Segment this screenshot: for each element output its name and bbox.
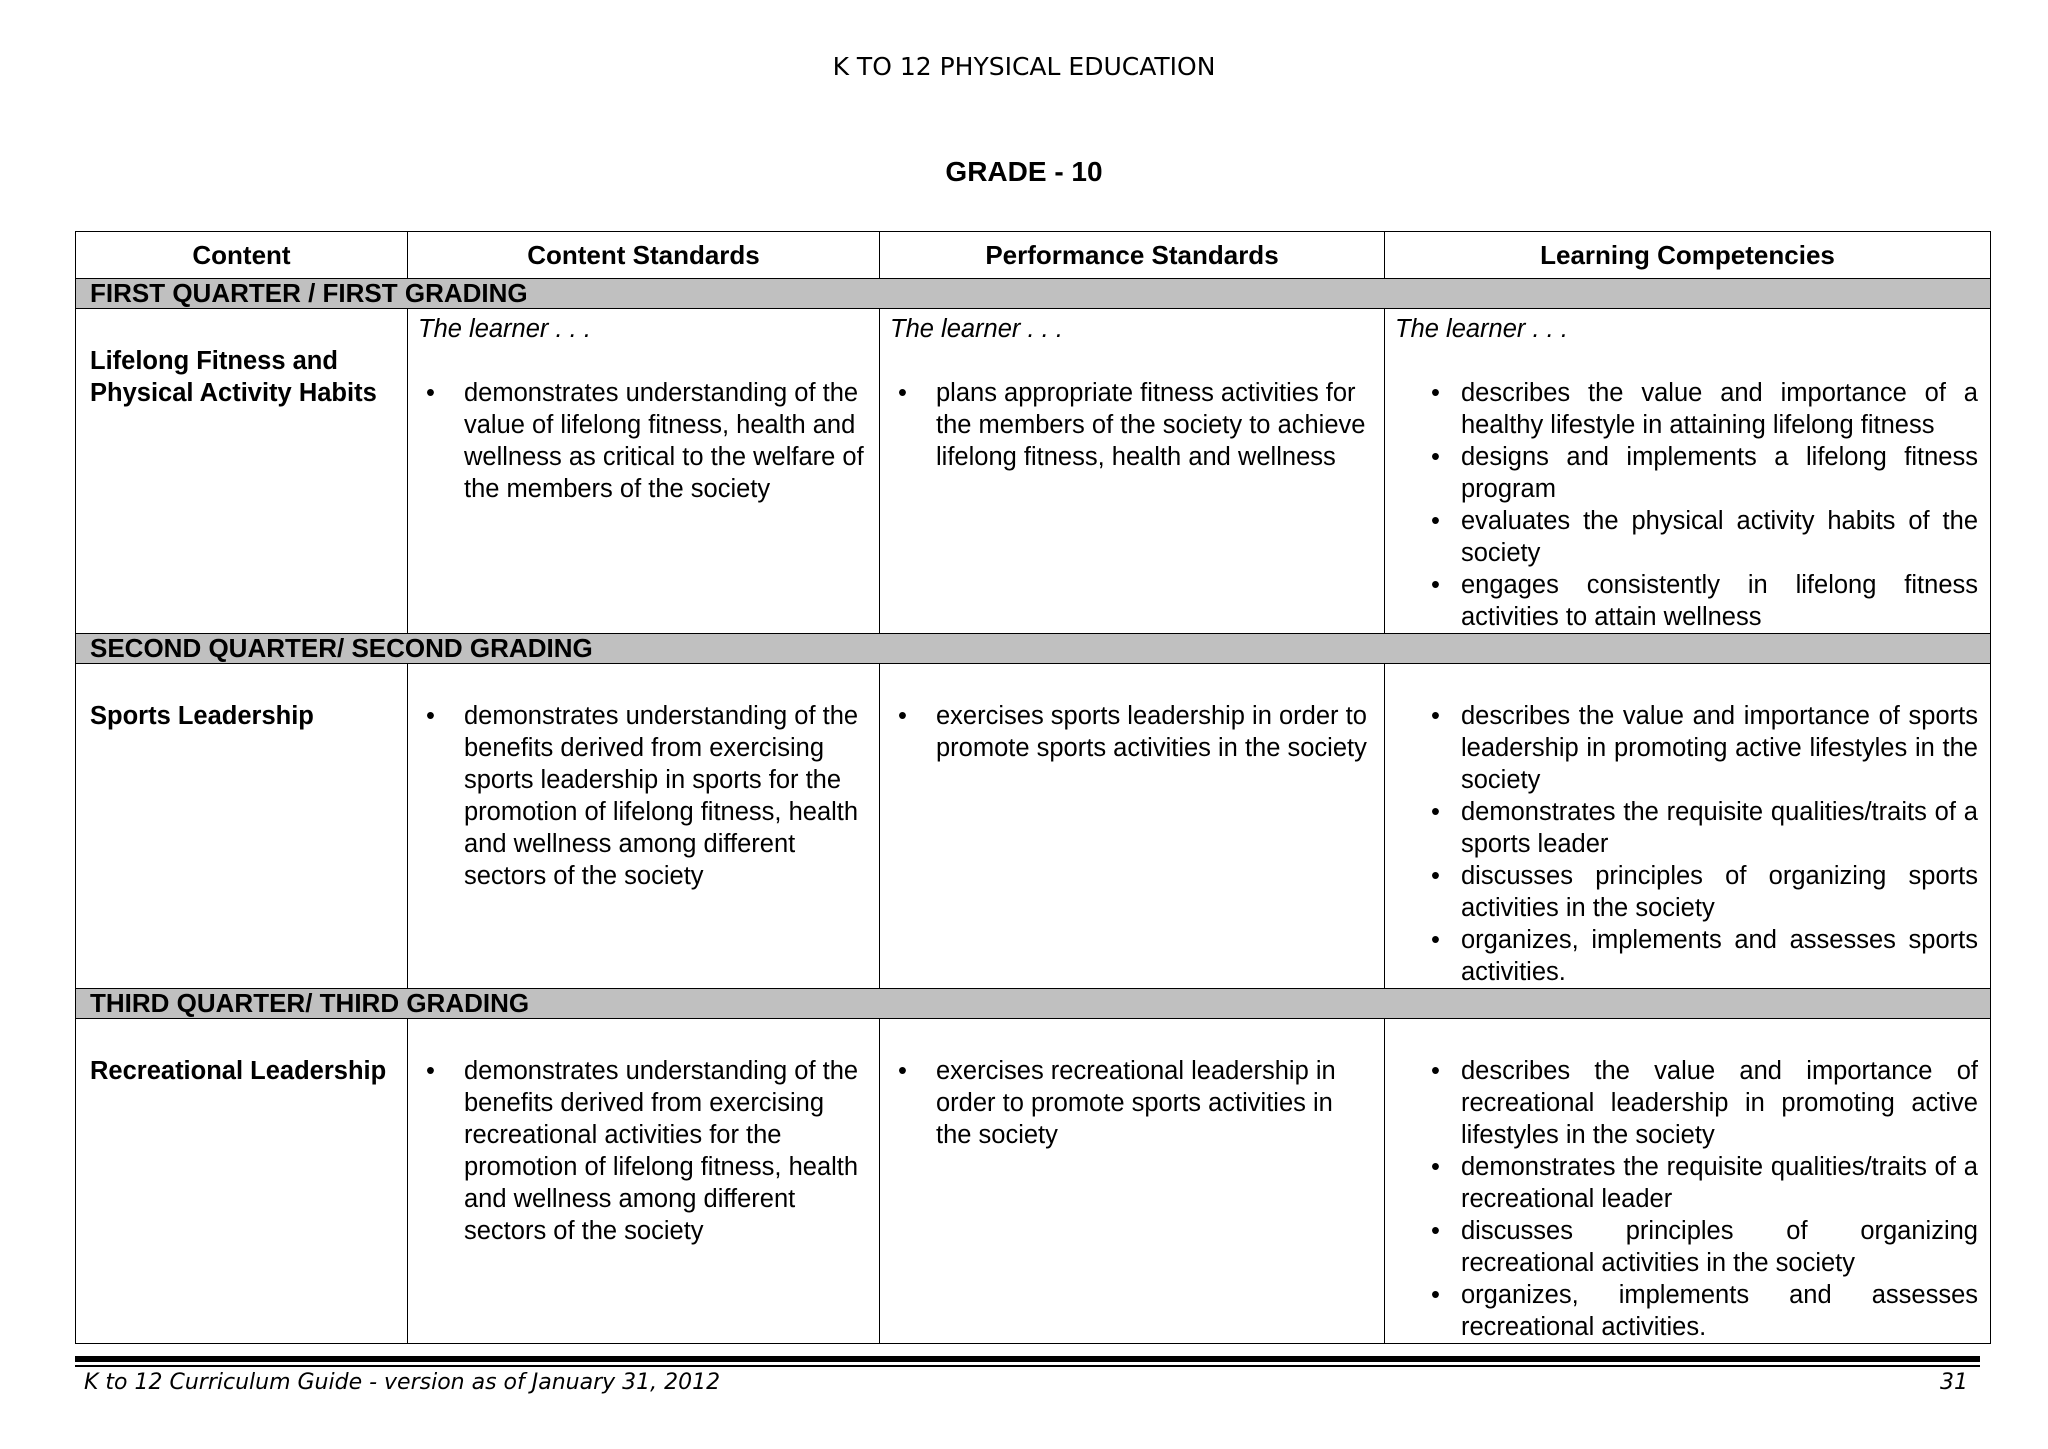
table-row xyxy=(76,309,1991,634)
content-standards-cell xyxy=(408,1019,880,1344)
list-item: • demonstrates the requisite qualities/traits of a sports leader xyxy=(1395,796,1978,860)
list-item: • evaluates the physical activity habits of the society xyxy=(1395,505,1978,569)
list-item: • demonstrates understanding of the value of lifelong fitness, health and wellness as critical to the welfare of the members of the society xyxy=(418,377,867,505)
list-item: • describes the value and importance of recreational leadership in promoting active lifestyles in the society xyxy=(1395,1055,1978,1151)
header-content-standards: Content Standards xyxy=(408,232,880,279)
footer-guide-version: K to 12 Curriculum Guide - version as of January 31, 2012 xyxy=(84,1370,721,1395)
learner-prefix: The learner . . . xyxy=(890,315,1063,343)
header-learning-competencies: Learning Competencies xyxy=(1385,232,1991,279)
content-topic: Recreational Leadership xyxy=(90,1057,387,1085)
list-item: • demonstrates the requisite qualities/traits of a recreational leader xyxy=(1395,1151,1978,1215)
grade-title: GRADE - 10 xyxy=(945,156,1103,187)
content-cell xyxy=(76,1019,408,1344)
list-item: • organizes, implements and assesses recreational activities. xyxy=(1395,1279,1978,1343)
page-header: K TO 12 PHYSICAL EDUCATION xyxy=(832,52,1216,81)
content-cell xyxy=(76,309,408,634)
content-cell xyxy=(76,664,408,989)
table-header-row xyxy=(76,232,1991,279)
list-item: • demonstrates understanding of the benefits derived from exercising recreational activities for the promotion of lifelong fitness, health and wellness among different sectors of the society xyxy=(418,1055,867,1247)
list-item: • exercises sports leadership in order to promote sports activities in the society xyxy=(890,700,1372,764)
content-standards-cell xyxy=(408,309,880,634)
learner-prefix: The learner . . . xyxy=(1395,315,1568,343)
learning-competencies-cell xyxy=(1385,664,1991,989)
table-row xyxy=(76,1019,1991,1344)
list-item: • demonstrates understanding of the benefits derived from exercising sports leadership in sports for the promotion of lifelong fitness, health and wellness among different sectors of the society xyxy=(418,700,867,892)
learning-competencies-cell xyxy=(1385,1019,1991,1344)
footer-rule-thin xyxy=(75,1365,1980,1367)
header-content: Content xyxy=(76,232,408,279)
quarter-row-second xyxy=(76,634,1991,664)
list-item: • plans appropriate fitness activities for the members of the society to achieve lifelong fitness, health and wellness xyxy=(890,377,1372,473)
page-number: 31 xyxy=(1940,1370,1968,1395)
quarter-row-first xyxy=(76,279,1991,309)
quarter-label: FIRST QUARTER / FIRST GRADING xyxy=(76,279,1991,309)
list-item: • describes the value and importance of a healthy lifestyle in attaining lifelong fitness xyxy=(1395,377,1978,441)
curriculum-table xyxy=(75,231,1991,1344)
performance-standards-cell xyxy=(880,309,1385,634)
content-topic: Lifelong Fitness and Physical Activity Habits xyxy=(90,347,377,407)
list-item: • organizes, implements and assesses sports activities. xyxy=(1395,924,1978,988)
performance-standards-cell xyxy=(880,664,1385,989)
list-item: • discusses principles of organizing recreational activities in the society xyxy=(1395,1215,1978,1279)
table-row xyxy=(76,664,1991,989)
learner-prefix: The learner . . . xyxy=(418,315,591,343)
header-performance-standards: Performance Standards xyxy=(880,232,1385,279)
quarter-label: THIRD QUARTER/ THIRD GRADING xyxy=(76,989,1991,1019)
quarter-row-third xyxy=(76,989,1991,1019)
list-item: • engages consistently in lifelong fitness activities to attain wellness xyxy=(1395,569,1978,633)
list-item: • describes the value and importance of sports leadership in promoting active lifestyles in the society xyxy=(1395,700,1978,796)
footer-rule xyxy=(75,1356,1980,1362)
performance-standards-cell xyxy=(880,1019,1385,1344)
learning-competencies-cell xyxy=(1385,309,1991,634)
quarter-label: SECOND QUARTER/ SECOND GRADING xyxy=(76,634,1991,664)
list-item: • discusses principles of organizing sports activities in the society xyxy=(1395,860,1978,924)
content-standards-cell xyxy=(408,664,880,989)
list-item: • exercises recreational leadership in order to promote sports activities in the society xyxy=(890,1055,1372,1151)
list-item: • designs and implements a lifelong fitness program xyxy=(1395,441,1978,505)
content-topic: Sports Leadership xyxy=(90,702,314,730)
